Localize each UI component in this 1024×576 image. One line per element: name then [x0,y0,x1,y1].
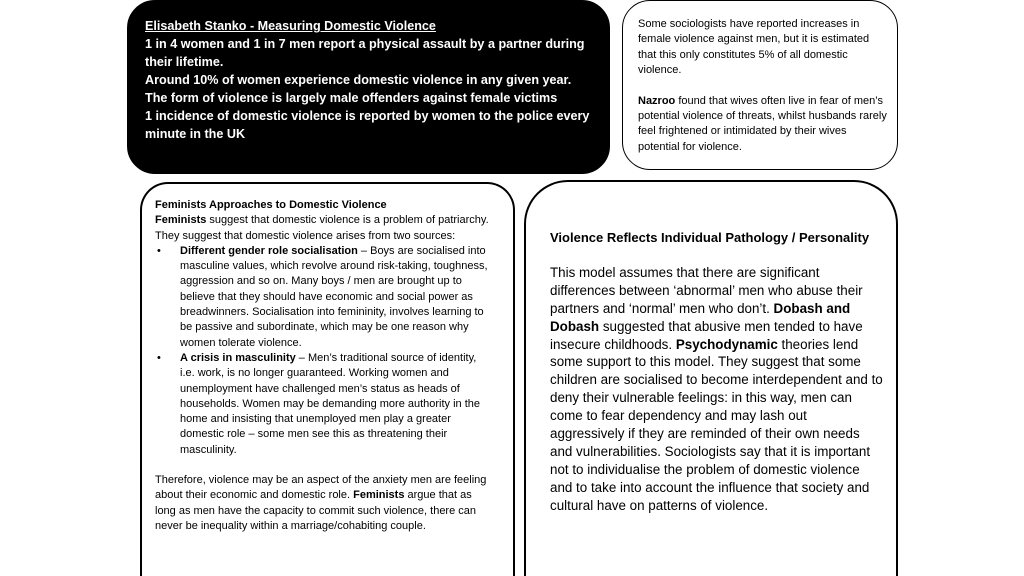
individual-text-3: theories lend some support to this model. They suggest that some children are socialised to become interdependent and to deny their vulnerable feelings: in this way, men can come to fear dependency and may lash out aggressively if they are reminded of their own needs and vulnerabilities. Sociologists say that it is important not to individualise the problem of domestic violence and to take into account the influence that society and cultural have on patterns of violence. [550,336,883,513]
feminist-conclusion [155,473,493,534]
individual-text-1: This model assumes that there are significant differences between ‘abnormal’ men who abuse their partners and ‘normal’ men who don’t. [550,264,863,316]
feminist-heading: Feminists Approaches to Domestic Violence [155,199,387,211]
conclusion-text: Therefore, violence may be an aspect of the anxiety men are feeling about their economic and domestic role. [155,474,487,502]
list-item-bold: Different gender role socialisation [180,244,358,257]
stanko-box [127,0,610,174]
list-item-text: – Men’s traditional source of identity, i.e. work, is no longer guaranteed. Working women and unemployment have challenged men’s status as heads of households. Women may be demanding more authority in the home and insisting that unemployed men play a greater domestic role – some men see this as threatening their masculinity. [180,351,481,456]
feminist-sources-list [155,244,493,458]
list-item-bold: A crisis in masculinity [180,351,296,364]
conclusion-bold: Feminists [353,489,405,502]
psychodynamic-term: Psychodynamic [675,336,778,352]
bullet-icon: • [157,351,161,364]
individual-paragraph [550,264,884,515]
nazroo-name: Nazroo [638,94,676,107]
list-item [155,351,493,458]
list-item-text: – Boys are socialised into masculine values, which revolve around risk-taking, toughness, aggression and so on. Many boys / men are brought up to believe that they should have economic and social power as breadwinners. Socialisation into femininity, involves learning to be passive and subordinate, which may be one reason why women tolerate violence. [180,244,488,349]
individual-text-2: suggested that abusive men tended to have insecure childhoods. [550,318,863,352]
feminist-intro-bold: Feminists [155,214,207,227]
stanko-line: 1 in 4 women and 1 in 7 men report a physical assault by a partner during their lifetime. [145,37,585,69]
stanko-title: Elisabeth Stanko - Measuring Domestic Violence [145,19,436,33]
feminist-intro-text: suggest that domestic violence is a problem of patriarchy. They suggest that domestic violence arises from two sources: [155,214,489,242]
individual-heading: Violence Reflects Individual Pathology / Personality [550,230,870,245]
female-violence-paragraph: Some sociologists have reported increases in female violence against men, but it is estimated that this only constitutes 5% of all domestic violence. [638,18,870,77]
nazroo-paragraph [638,94,887,156]
feminist-approaches-box [140,182,515,576]
dobash-name: Dobash and Dobash [550,300,851,334]
bullet-icon: • [157,244,161,257]
individual-pathology-box [524,180,898,576]
conclusion-text-2: argue that as long as men have the capacity to commit such violence, there can never be inequality within a marriage/cohabiting couple. [155,489,477,532]
stanko-line: The form of violence is largely male offenders against female victims [145,91,558,105]
violence-against-men-box [622,0,898,170]
nazroo-text: found that wives often live in fear of men’s potential violence of threats, whilst husbands rarely feel frightened or intimidated by their wives potential for violence. [638,94,887,153]
feminist-intro [155,213,493,244]
stanko-line: 1 incidence of domestic violence is reported by women to the police every minute in the UK [145,109,590,141]
list-item [155,244,493,351]
stanko-line: Around 10% of women experience domestic violence in any given year. [145,73,572,87]
